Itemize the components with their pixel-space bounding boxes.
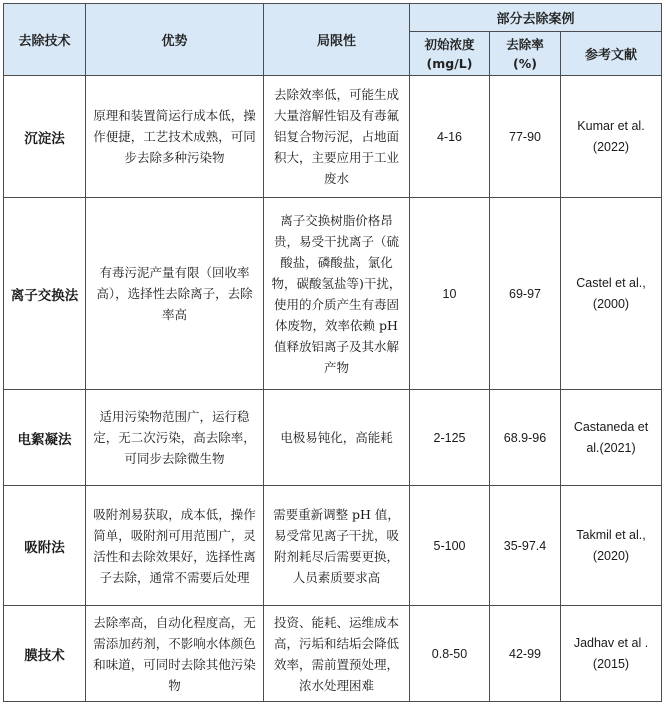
header-limitations: 局限性 — [264, 4, 410, 76]
header-initial-conc-label: 初始浓度 — [424, 36, 475, 52]
header-cases-group: 部分去除案例 — [410, 4, 662, 32]
cell-advantages: 吸附剂易获取，成本低，操作简单，吸附剂可用范围广，灵活性和去除效果好，选择性离子去除，通常不需要后处理 — [86, 486, 264, 606]
header-removal-rate-unit: (%) — [513, 55, 537, 71]
header-initial-conc-unit: (mg/L) — [426, 55, 473, 71]
cell-technique: 离子交换法 — [4, 198, 86, 390]
cell-limitations: 电极易钝化，高能耗 — [264, 390, 410, 486]
cell-advantages: 适用污染物范围广，运行稳定，无二次污染，高去除率，可同步去除微生物 — [86, 390, 264, 486]
cell-technique: 沉淀法 — [4, 76, 86, 198]
cell-removal-rate: 77-90 — [490, 76, 561, 198]
table-row — [4, 486, 662, 606]
table-row — [4, 198, 662, 390]
header-initial-conc — [410, 32, 490, 76]
cell-technique: 膜技术 — [4, 606, 86, 702]
cell-limitations: 需要重新调整 pH 值，易受常见离子干扰，吸附剂耗尽后需要更换，人员素质要求高 — [264, 486, 410, 606]
header-removal-rate — [490, 32, 561, 76]
header-advantages: 优势 — [86, 4, 264, 76]
cell-initial-conc: 10 — [410, 198, 490, 390]
cell-removal-rate: 68.9-96 — [490, 390, 561, 486]
cell-initial-conc: 0.8-50 — [410, 606, 490, 702]
cell-reference: Kumar et al. (2022) — [561, 76, 662, 198]
table-row — [4, 606, 662, 702]
cell-removal-rate: 35-97.4 — [490, 486, 561, 606]
cell-initial-conc: 4-16 — [410, 76, 490, 198]
cell-reference: Castaneda et al.(2021) — [561, 390, 662, 486]
table-row — [4, 390, 662, 486]
header-technique: 去除技术 — [4, 4, 86, 76]
cell-technique: 电絮凝法 — [4, 390, 86, 486]
cell-technique: 吸附法 — [4, 486, 86, 606]
cell-removal-rate: 69-97 — [490, 198, 561, 390]
cell-advantages: 去除率高，自动化程度高，无需添加药剂，不影响水体颜色和味道，可同时去除其他污染物 — [86, 606, 264, 702]
cell-initial-conc: 2-125 — [410, 390, 490, 486]
cell-removal-rate: 42-99 — [490, 606, 561, 702]
cell-advantages: 原理和装置简运行成本低，操作便捷，工艺技术成熟，可同步去除多种污染物 — [86, 76, 264, 198]
header-removal-rate-label: 去除率 — [506, 36, 544, 52]
cell-limitations: 去除效率低，可能生成大量溶解性铝及有毒氟铝复合物污泥，占地面积大，主要应用于工业废水 — [264, 76, 410, 198]
cell-reference: Takmil et al., (2020) — [561, 486, 662, 606]
cell-advantages: 有毒污泥产量有限（回收率高），选择性去除离子，去除率高 — [86, 198, 264, 390]
removal-techniques-table — [3, 3, 662, 702]
cell-limitations: 投资、能耗、运维成本高，污垢和结垢会降低效率，需前置预处理，浓水处理困难 — [264, 606, 410, 702]
cell-reference: Jadhav et al . (2015) — [561, 606, 662, 702]
cell-limitations: 离子交换树脂价格昂贵，易受干扰离子（硫酸盐，磷酸盐，氯化物，碳酸氢盐等)干扰，使用的介质产生有毒固体废物，效率依赖 pH 值释放铝离子及其水解产物 — [264, 198, 410, 390]
table-row — [4, 76, 662, 198]
cell-reference: Castel et al., (2000) — [561, 198, 662, 390]
header-reference: 参考文献 — [561, 32, 662, 76]
cell-initial-conc: 5-100 — [410, 486, 490, 606]
